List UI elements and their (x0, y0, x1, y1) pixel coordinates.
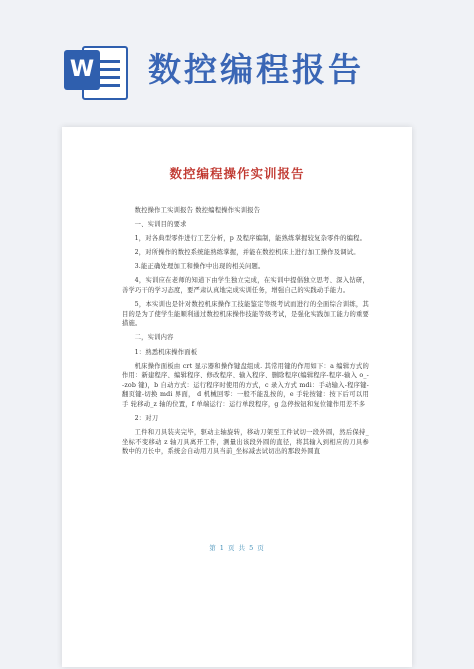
banner-title: 数控编程报告 (148, 50, 364, 89)
paragraph: 1，对各典型零件进行工艺分析，p 及程序编制，能熟练掌握较复杂零件的编程。 (134, 235, 367, 243)
header-banner (0, 0, 474, 118)
paragraph: 5，本实训也是针对数控机床操作工技能鉴定等级考试而进行的全面综合训练，其目的是为了使学生能顺利通过数控机床操作技能等级考试，是强化实践加工能力的重要措施。 (122, 301, 369, 328)
section-heading: 一、实训目的要求 (134, 221, 187, 229)
paragraph: 4，实训应在老师的知道下由学生独立完成，在实训中提倡独立思考、深入钻研，善学巧干的学习态度，要严肃认真地完成实训任务，增强自己的实践动手能力。 (122, 277, 369, 295)
page-number-footer: 第 1 页 共 5 页 (209, 544, 265, 552)
paragraph: 2，对所操作的数控系统能熟练掌握，并能在数控机床上进行加工操作及调试。 (134, 249, 360, 257)
document-page (62, 127, 412, 667)
document-title: 数控编程操作实训报告 (169, 166, 305, 181)
word-logo-letter: W (64, 50, 100, 90)
section-heading: 二，实训内容 (134, 334, 174, 342)
paragraph: 机床操作面板由 crt 显示器和操作键盘组成. 其常用键的作用如下：a 编辑方式的作用：新建程序、编辑程序、修改程序、输入程序、删除程序(编辑程序-程序-输入 o_--zob 键)，b 自动方式：运行程序时使用的方式，c 录入方式 mdi：手动输入-程序键-翻页键-切换 mdi 界面， d 机械回零：一般不能乱按的，e 手轮按键：按下后可以用手 轮移动_z 轴的位置，f 单端运行：运行单段程序，g 急停按钮和复位键作用差不多 (122, 362, 369, 408)
paragraph: 工件和刀具装夹完毕，驱动主轴旋转，移动刀架至工件试切一段外圆，然后保持_坐标不变移动 z 轴刀具离开工件，测量出该段外圆的直径，将其输入到相应的刀具参数中的刀长中，系统会自动用刀具当前_坐标减去试切出的那段外圆直 (122, 429, 369, 456)
subsection-heading: 2：对刀 (134, 415, 159, 423)
word-document-icon (64, 40, 130, 102)
paragraph: 3.能正确处理加工和操作中出现的相关问题。 (134, 263, 265, 271)
document-body (122, 206, 369, 457)
paragraph-intro: 数控操作工实训报告 数控编程操作实训报告 (134, 207, 261, 214)
subsection-heading: 1：熟悉机床操作面板 (134, 348, 198, 356)
